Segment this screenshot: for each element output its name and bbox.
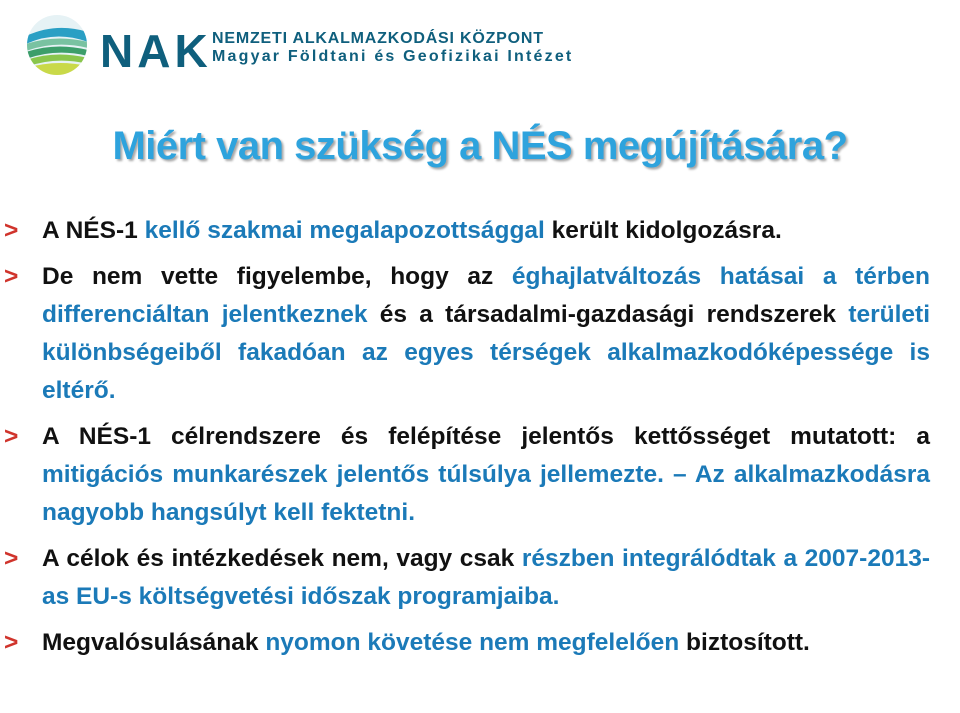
bullet-item <box>0 258 960 410</box>
bullet-text-segment: Megvalósulásának <box>42 629 266 656</box>
org-line-1: NEMZETI ALKALMAZKODÁSI KÖZPONT <box>212 30 544 47</box>
org-line-2: Magyar Földtani és Geofizikai Intézet <box>212 48 574 66</box>
bullet-item <box>0 212 960 250</box>
bullet-text-segment: kellő szakmai megalapozottsággal <box>144 217 545 244</box>
bullet-marker: > <box>4 423 19 450</box>
nak-logo-icon <box>26 14 88 76</box>
bullet-text-segment: és a társadalmi-gazdasági rendszerek <box>367 301 849 328</box>
bullet-text-segment: A célok és intézkedések nem, vagy csak <box>42 545 522 572</box>
bullet-marker: > <box>4 263 19 290</box>
bullet-marker: > <box>4 545 19 572</box>
bullet-text-segment: De nem vette figyelembe, hogy az <box>42 263 512 290</box>
bullet-item <box>0 418 960 532</box>
bullet-text-segment: A NÉS-1 <box>42 217 145 244</box>
slide-title: Miért van szükség a NÉS megújítására? <box>112 124 848 168</box>
bullet-marker: > <box>4 217 19 244</box>
bullet-text-segment: részben integrálódtak a 2007-2013-as EU-s költségvetési időszak programjaiba. <box>42 545 930 610</box>
bullet-list <box>0 212 960 670</box>
bullet-item <box>0 540 960 616</box>
bullet-marker: > <box>4 629 19 656</box>
bullet-text-segment: került kidolgozásra. <box>544 217 782 244</box>
bullet-text-segment: mitigációs munkarészek jelentős túlsúlya jellemezte. – Az alkalmazkodásra nagyobb hangsúlyt kell fektetni. <box>42 461 930 526</box>
bullet-text-segment: A NÉS-1 célrendszere és felépítése jelentős kettősséget mutatott: a <box>42 423 930 450</box>
bullet-text-segment: éghajlatváltozás hatásai a térben differenciáltan jelentkeznek <box>42 263 930 328</box>
logo-wordmark: NAK <box>100 25 212 77</box>
organization-name <box>212 30 573 67</box>
bullet-item <box>0 624 960 662</box>
bullet-text-segment: biztosított. <box>679 629 810 656</box>
header <box>0 0 960 100</box>
bullet-text-segment: nyomon követése nem megfelelően <box>265 629 680 656</box>
bullet-text-segment: területi különbségeiből fakadóan az egyes térségek alkalmazkodóképessége is eltérő. <box>42 301 930 404</box>
